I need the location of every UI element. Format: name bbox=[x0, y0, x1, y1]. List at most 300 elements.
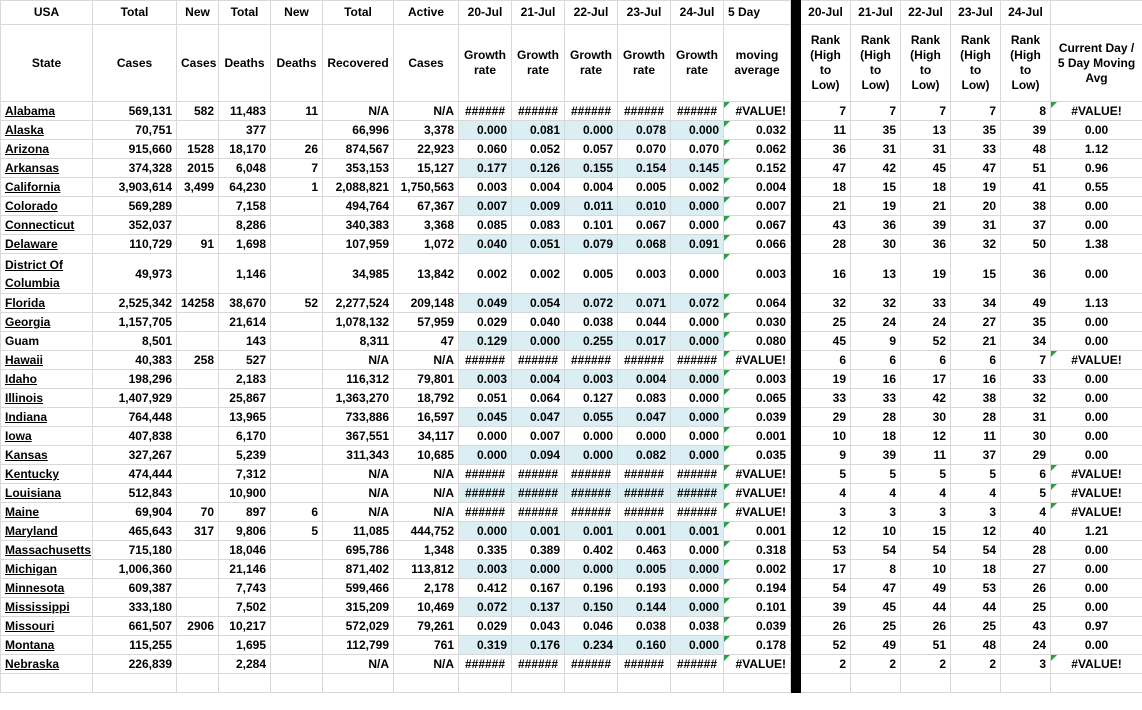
cell-total-recovered[interactable]: 107,959 bbox=[323, 235, 394, 254]
cell-rank-21jul[interactable]: 4 bbox=[851, 484, 901, 503]
cell-rank-24jul[interactable]: 30 bbox=[1001, 427, 1051, 446]
header-total[interactable]: Total bbox=[93, 1, 177, 25]
cell-rank-22jul[interactable] bbox=[901, 674, 951, 693]
state-name-link[interactable]: Missouri bbox=[1, 617, 93, 636]
cell-growth-23jul[interactable]: 0.083 bbox=[618, 389, 671, 408]
cell-rank-24jul[interactable]: 36 bbox=[1001, 254, 1051, 294]
header-rank-24jul[interactable]: Rank (High to Low) bbox=[1001, 25, 1051, 102]
header-rank-date-24jul[interactable]: 24-Jul bbox=[1001, 1, 1051, 25]
cell-rank-24jul[interactable]: 48 bbox=[1001, 140, 1051, 159]
cell-growth-22jul[interactable]: 0.057 bbox=[565, 140, 618, 159]
cell-new-cases[interactable] bbox=[177, 254, 219, 294]
header-new-cases[interactable]: Cases bbox=[177, 25, 219, 102]
cell-growth-22jul[interactable]: 0.150 bbox=[565, 598, 618, 617]
cell-current-day-ratio[interactable]: 0.00 bbox=[1051, 370, 1142, 389]
cell-growth-22jul[interactable]: 0.001 bbox=[565, 522, 618, 541]
cell-active-cases[interactable]: 113,812 bbox=[394, 560, 459, 579]
cell-growth-23jul[interactable]: ###### bbox=[618, 503, 671, 522]
cell-total-cases[interactable]: 8,501 bbox=[93, 332, 177, 351]
cell-rank-24jul[interactable]: 49 bbox=[1001, 294, 1051, 313]
cell-total-cases[interactable]: 70,751 bbox=[93, 121, 177, 140]
state-name-link[interactable]: Nebraska bbox=[1, 655, 93, 674]
cell-total-deaths[interactable]: 9,806 bbox=[219, 522, 271, 541]
cell-rank-21jul[interactable]: 10 bbox=[851, 522, 901, 541]
cell-new-deaths[interactable] bbox=[271, 484, 323, 503]
header-current-day-ratio[interactable]: Current Day / 5 Day Moving Avg bbox=[1051, 25, 1142, 102]
cell-growth-22jul[interactable]: 0.004 bbox=[565, 178, 618, 197]
cell-growth-23jul[interactable]: 0.001 bbox=[618, 522, 671, 541]
cell-new-cases[interactable] bbox=[177, 579, 219, 598]
cell-growth-22jul[interactable]: 0.000 bbox=[565, 121, 618, 140]
cell-active-cases[interactable]: N/A bbox=[394, 351, 459, 370]
cell-rank-22jul[interactable]: 12 bbox=[901, 427, 951, 446]
cell-growth-23jul[interactable]: 0.044 bbox=[618, 313, 671, 332]
cell-total-deaths[interactable]: 21,146 bbox=[219, 560, 271, 579]
cell-new-deaths[interactable] bbox=[271, 313, 323, 332]
cell-current-day-ratio[interactable]: 1.12 bbox=[1051, 140, 1142, 159]
cell-current-day-ratio[interactable]: 0.00 bbox=[1051, 121, 1142, 140]
cell-current-day-ratio[interactable]: 0.00 bbox=[1051, 216, 1142, 235]
cell-rank-24jul[interactable]: 26 bbox=[1001, 579, 1051, 598]
cell-growth-24jul[interactable]: 0.000 bbox=[671, 560, 724, 579]
cell-current-day-ratio[interactable]: #VALUE! bbox=[1051, 102, 1142, 121]
cell-current-day-ratio[interactable]: #VALUE! bbox=[1051, 484, 1142, 503]
cell-total-recovered[interactable]: 733,886 bbox=[323, 408, 394, 427]
cell-rank-23jul[interactable]: 34 bbox=[951, 294, 1001, 313]
cell-growth-22jul[interactable]: ###### bbox=[565, 484, 618, 503]
cell-active-cases[interactable]: 16,597 bbox=[394, 408, 459, 427]
cell-rank-23jul[interactable] bbox=[951, 674, 1001, 693]
cell-rank-21jul[interactable]: 2 bbox=[851, 655, 901, 674]
cell-current-day-ratio[interactable]: #VALUE! bbox=[1051, 351, 1142, 370]
cell-new-cases[interactable] bbox=[177, 389, 219, 408]
cell-rank-22jul[interactable]: 21 bbox=[901, 197, 951, 216]
cell-new-cases[interactable]: 258 bbox=[177, 351, 219, 370]
cell-total-recovered[interactable]: 2,277,524 bbox=[323, 294, 394, 313]
cell-total-cases[interactable]: 374,328 bbox=[93, 159, 177, 178]
state-name-link[interactable]: Minnesota bbox=[1, 579, 93, 598]
cell-current-day-ratio[interactable] bbox=[1051, 674, 1142, 693]
header-active[interactable]: Active bbox=[394, 1, 459, 25]
cell-new-cases[interactable] bbox=[177, 674, 219, 693]
cell-new-deaths[interactable] bbox=[271, 446, 323, 465]
cell-new-cases[interactable] bbox=[177, 216, 219, 235]
cell-growth-24jul[interactable]: 0.000 bbox=[671, 370, 724, 389]
cell-total-deaths[interactable]: 897 bbox=[219, 503, 271, 522]
cell-rank-21jul[interactable]: 25 bbox=[851, 617, 901, 636]
state-name-link[interactable]: Colorado bbox=[1, 197, 93, 216]
cell-rank-23jul[interactable]: 16 bbox=[951, 370, 1001, 389]
header-new[interactable]: New bbox=[177, 1, 219, 25]
cell-new-cases[interactable] bbox=[177, 541, 219, 560]
cell-new-cases[interactable]: 2906 bbox=[177, 617, 219, 636]
cell-new-deaths[interactable]: 7 bbox=[271, 159, 323, 178]
cell-rank-20jul[interactable]: 39 bbox=[801, 598, 851, 617]
cell-growth-23jul[interactable]: 0.017 bbox=[618, 332, 671, 351]
cell-new-cases[interactable] bbox=[177, 560, 219, 579]
cell-total-recovered[interactable]: N/A bbox=[323, 503, 394, 522]
cell-active-cases[interactable]: 1,750,563 bbox=[394, 178, 459, 197]
state-name-link[interactable]: Alaska bbox=[1, 121, 93, 140]
cell-rank-22jul[interactable]: 15 bbox=[901, 522, 951, 541]
cell-rank-20jul[interactable]: 11 bbox=[801, 121, 851, 140]
cell-total-deaths[interactable]: 1,146 bbox=[219, 254, 271, 294]
cell-total-recovered[interactable]: N/A bbox=[323, 655, 394, 674]
cell-rank-20jul[interactable]: 45 bbox=[801, 332, 851, 351]
cell-growth-24jul[interactable]: 0.001 bbox=[671, 522, 724, 541]
cell-rank-24jul[interactable]: 7 bbox=[1001, 351, 1051, 370]
cell-growth-24jul[interactable]: 0.000 bbox=[671, 598, 724, 617]
cell-rank-20jul[interactable]: 16 bbox=[801, 254, 851, 294]
state-name-link[interactable]: Kentucky bbox=[1, 465, 93, 484]
cell-total-deaths[interactable]: 8,286 bbox=[219, 216, 271, 235]
state-name-link[interactable]: California bbox=[1, 178, 93, 197]
header-active-cases[interactable]: Cases bbox=[394, 25, 459, 102]
cell-growth-23jul[interactable]: ###### bbox=[618, 465, 671, 484]
cell-growth-21jul[interactable]: 0.054 bbox=[512, 294, 565, 313]
cell-new-deaths[interactable] bbox=[271, 332, 323, 351]
cell-rank-21jul[interactable]: 35 bbox=[851, 121, 901, 140]
cell-growth-21jul[interactable]: 0.176 bbox=[512, 636, 565, 655]
cell-new-deaths[interactable] bbox=[271, 254, 323, 294]
cell-active-cases[interactable]: 13,842 bbox=[394, 254, 459, 294]
cell-growth-22jul[interactable]: 0.402 bbox=[565, 541, 618, 560]
cell-growth-20jul[interactable]: 0.000 bbox=[459, 427, 512, 446]
cell-current-day-ratio[interactable]: 0.00 bbox=[1051, 636, 1142, 655]
cell-rank-23jul[interactable]: 3 bbox=[951, 503, 1001, 522]
cell-new-deaths[interactable] bbox=[271, 197, 323, 216]
cell-growth-22jul[interactable]: 0.255 bbox=[565, 332, 618, 351]
cell-growth-22jul[interactable]: 0.072 bbox=[565, 294, 618, 313]
cell-new-cases[interactable]: 582 bbox=[177, 102, 219, 121]
cell-rank-20jul[interactable]: 6 bbox=[801, 351, 851, 370]
header-growth-23jul[interactable]: Growth rate bbox=[618, 25, 671, 102]
cell-rank-23jul[interactable]: 15 bbox=[951, 254, 1001, 294]
cell-growth-24jul[interactable]: ###### bbox=[671, 351, 724, 370]
cell-growth-24jul[interactable]: ###### bbox=[671, 465, 724, 484]
cell-total-cases[interactable]: 512,843 bbox=[93, 484, 177, 503]
state-name-link[interactable]: Michigan bbox=[1, 560, 93, 579]
cell-new-deaths[interactable]: 6 bbox=[271, 503, 323, 522]
cell-new-cases[interactable]: 91 bbox=[177, 235, 219, 254]
cell-growth-23jul[interactable]: 0.005 bbox=[618, 560, 671, 579]
header-rank-date-22jul[interactable]: 22-Jul bbox=[901, 1, 951, 25]
header-date-24jul[interactable]: 24-Jul bbox=[671, 1, 724, 25]
cell-total-cases[interactable]: 465,643 bbox=[93, 522, 177, 541]
cell-total-deaths[interactable]: 2,183 bbox=[219, 370, 271, 389]
cell-total-cases[interactable]: 226,839 bbox=[93, 655, 177, 674]
cell-5day-moving-average[interactable]: #VALUE! bbox=[724, 351, 791, 370]
cell-rank-21jul[interactable]: 49 bbox=[851, 636, 901, 655]
cell-5day-moving-average[interactable]: 0.039 bbox=[724, 617, 791, 636]
cell-rank-24jul[interactable] bbox=[1001, 674, 1051, 693]
cell-growth-22jul[interactable]: 0.234 bbox=[565, 636, 618, 655]
cell-rank-22jul[interactable]: 11 bbox=[901, 446, 951, 465]
cell-total-deaths[interactable]: 143 bbox=[219, 332, 271, 351]
cell-growth-20jul[interactable]: 0.412 bbox=[459, 579, 512, 598]
cell-total-deaths[interactable] bbox=[219, 674, 271, 693]
cell-active-cases[interactable]: 2,178 bbox=[394, 579, 459, 598]
cell-current-day-ratio[interactable]: 0.97 bbox=[1051, 617, 1142, 636]
cell-growth-24jul[interactable]: 0.000 bbox=[671, 332, 724, 351]
cell-total-cases[interactable]: 110,729 bbox=[93, 235, 177, 254]
cell-growth-20jul[interactable]: 0.335 bbox=[459, 541, 512, 560]
cell-growth-24jul[interactable]: ###### bbox=[671, 503, 724, 522]
cell-total-cases[interactable]: 407,838 bbox=[93, 427, 177, 446]
cell-current-day-ratio[interactable]: 0.55 bbox=[1051, 178, 1142, 197]
cell-rank-23jul[interactable]: 47 bbox=[951, 159, 1001, 178]
header-rank-23jul[interactable]: Rank (High to Low) bbox=[951, 25, 1001, 102]
cell-rank-23jul[interactable]: 37 bbox=[951, 446, 1001, 465]
cell-rank-20jul[interactable]: 54 bbox=[801, 579, 851, 598]
cell-growth-23jul[interactable]: 0.071 bbox=[618, 294, 671, 313]
header-rank-date-20jul[interactable]: 20-Jul bbox=[801, 1, 851, 25]
state-name-link[interactable]: Illinois bbox=[1, 389, 93, 408]
cell-new-cases[interactable] bbox=[177, 332, 219, 351]
cell-growth-24jul[interactable]: 0.000 bbox=[671, 254, 724, 294]
cell-growth-21jul[interactable]: ###### bbox=[512, 655, 565, 674]
cell-growth-21jul[interactable]: 0.064 bbox=[512, 389, 565, 408]
cell-new-deaths[interactable] bbox=[271, 370, 323, 389]
cell-current-day-ratio[interactable]: 1.13 bbox=[1051, 294, 1142, 313]
cell-rank-20jul[interactable]: 43 bbox=[801, 216, 851, 235]
state-name-link[interactable]: Alabama bbox=[1, 102, 93, 121]
cell-5day-moving-average[interactable]: #VALUE! bbox=[724, 503, 791, 522]
cell-total-cases[interactable]: 49,973 bbox=[93, 254, 177, 294]
cell-5day-moving-average[interactable]: 0.004 bbox=[724, 178, 791, 197]
cell-active-cases[interactable]: 10,469 bbox=[394, 598, 459, 617]
cell-active-cases[interactable]: 209,148 bbox=[394, 294, 459, 313]
cell-rank-22jul[interactable]: 10 bbox=[901, 560, 951, 579]
cell-active-cases[interactable]: 1,072 bbox=[394, 235, 459, 254]
header-cases[interactable]: Cases bbox=[93, 25, 177, 102]
cell-rank-21jul[interactable]: 7 bbox=[851, 102, 901, 121]
header-rank-date-23jul[interactable]: 23-Jul bbox=[951, 1, 1001, 25]
cell-new-deaths[interactable]: 11 bbox=[271, 102, 323, 121]
cell-rank-22jul[interactable]: 2 bbox=[901, 655, 951, 674]
cell-growth-23jul[interactable]: 0.144 bbox=[618, 598, 671, 617]
cell-current-day-ratio[interactable]: 0.00 bbox=[1051, 197, 1142, 216]
cell-new-deaths[interactable]: 1 bbox=[271, 178, 323, 197]
cell-current-day-ratio[interactable]: 0.00 bbox=[1051, 313, 1142, 332]
cell-rank-22jul[interactable]: 49 bbox=[901, 579, 951, 598]
cell-rank-23jul[interactable]: 20 bbox=[951, 197, 1001, 216]
cell-5day-moving-average[interactable]: #VALUE! bbox=[724, 655, 791, 674]
cell-growth-20jul[interactable]: 0.003 bbox=[459, 560, 512, 579]
cell-growth-20jul[interactable]: 0.002 bbox=[459, 254, 512, 294]
cell-new-deaths[interactable] bbox=[271, 617, 323, 636]
cell-total-cases[interactable]: 333,180 bbox=[93, 598, 177, 617]
cell-new-deaths[interactable] bbox=[271, 465, 323, 484]
cell-total-recovered[interactable]: N/A bbox=[323, 484, 394, 503]
state-name-link[interactable]: Kansas bbox=[1, 446, 93, 465]
cell-active-cases[interactable]: 18,792 bbox=[394, 389, 459, 408]
cell-growth-23jul[interactable]: 0.038 bbox=[618, 617, 671, 636]
cell-rank-24jul[interactable]: 35 bbox=[1001, 313, 1051, 332]
cell-growth-24jul[interactable]: 0.000 bbox=[671, 197, 724, 216]
cell-growth-20jul[interactable]: ###### bbox=[459, 102, 512, 121]
cell-rank-23jul[interactable]: 11 bbox=[951, 427, 1001, 446]
cell-rank-21jul[interactable]: 32 bbox=[851, 294, 901, 313]
cell-growth-23jul[interactable]: 0.078 bbox=[618, 121, 671, 140]
header-state[interactable]: State bbox=[1, 25, 93, 102]
header-total-2[interactable]: Total bbox=[219, 1, 271, 25]
cell-new-deaths[interactable] bbox=[271, 636, 323, 655]
cell-rank-24jul[interactable]: 38 bbox=[1001, 197, 1051, 216]
cell-total-recovered[interactable]: N/A bbox=[323, 351, 394, 370]
header-moving-average[interactable]: moving average bbox=[724, 25, 791, 102]
cell-rank-24jul[interactable]: 25 bbox=[1001, 598, 1051, 617]
cell-rank-23jul[interactable]: 27 bbox=[951, 313, 1001, 332]
cell-growth-23jul[interactable]: 0.067 bbox=[618, 216, 671, 235]
cell-new-cases[interactable]: 14258 bbox=[177, 294, 219, 313]
cell-total-deaths[interactable]: 13,965 bbox=[219, 408, 271, 427]
cell-current-day-ratio[interactable]: #VALUE! bbox=[1051, 503, 1142, 522]
state-name-link[interactable]: Arizona bbox=[1, 140, 93, 159]
cell-new-deaths[interactable] bbox=[271, 598, 323, 617]
cell-total-cases[interactable]: 115,255 bbox=[93, 636, 177, 655]
cell-rank-20jul[interactable]: 25 bbox=[801, 313, 851, 332]
state-name-link[interactable]: Montana bbox=[1, 636, 93, 655]
state-name-link[interactable]: Arkansas bbox=[1, 159, 93, 178]
cell-growth-22jul[interactable]: 0.003 bbox=[565, 370, 618, 389]
cell-growth-23jul[interactable]: 0.154 bbox=[618, 159, 671, 178]
cell-5day-moving-average[interactable]: 0.178 bbox=[724, 636, 791, 655]
cell-total-cases[interactable]: 661,507 bbox=[93, 617, 177, 636]
cell-growth-23jul[interactable]: 0.068 bbox=[618, 235, 671, 254]
cell-total-recovered[interactable]: N/A bbox=[323, 465, 394, 484]
cell-rank-21jul[interactable]: 33 bbox=[851, 389, 901, 408]
cell-rank-24jul[interactable]: 43 bbox=[1001, 617, 1051, 636]
cell-rank-22jul[interactable]: 26 bbox=[901, 617, 951, 636]
cell-growth-24jul[interactable]: 0.002 bbox=[671, 178, 724, 197]
cell-active-cases[interactable]: 15,127 bbox=[394, 159, 459, 178]
cell-rank-20jul[interactable]: 4 bbox=[801, 484, 851, 503]
cell-growth-20jul[interactable]: 0.000 bbox=[459, 121, 512, 140]
cell-growth-21jul[interactable]: 0.007 bbox=[512, 427, 565, 446]
cell-current-day-ratio[interactable]: 0.00 bbox=[1051, 598, 1142, 617]
cell-rank-20jul[interactable]: 47 bbox=[801, 159, 851, 178]
cell-growth-21jul[interactable]: 0.043 bbox=[512, 617, 565, 636]
cell-total-recovered[interactable]: N/A bbox=[323, 102, 394, 121]
cell-active-cases[interactable]: 444,752 bbox=[394, 522, 459, 541]
cell-rank-23jul[interactable]: 31 bbox=[951, 216, 1001, 235]
cell-total-deaths[interactable]: 6,170 bbox=[219, 427, 271, 446]
cell-new-cases[interactable] bbox=[177, 408, 219, 427]
cell-growth-20jul[interactable]: 0.029 bbox=[459, 617, 512, 636]
cell-new-deaths[interactable] bbox=[271, 408, 323, 427]
cell-rank-24jul[interactable]: 24 bbox=[1001, 636, 1051, 655]
cell-rank-22jul[interactable]: 4 bbox=[901, 484, 951, 503]
cell-growth-22jul[interactable]: 0.079 bbox=[565, 235, 618, 254]
cell-rank-23jul[interactable]: 33 bbox=[951, 140, 1001, 159]
cell-total-deaths[interactable]: 5,239 bbox=[219, 446, 271, 465]
cell-growth-24jul[interactable]: 0.000 bbox=[671, 408, 724, 427]
cell-growth-21jul[interactable]: ###### bbox=[512, 484, 565, 503]
cell-total-recovered[interactable]: 8,311 bbox=[323, 332, 394, 351]
cell-active-cases[interactable]: 57,959 bbox=[394, 313, 459, 332]
cell-current-day-ratio[interactable]: 0.00 bbox=[1051, 560, 1142, 579]
cell-total-recovered[interactable]: 1,078,132 bbox=[323, 313, 394, 332]
header-recovered[interactable]: Recovered bbox=[323, 25, 394, 102]
cell-active-cases[interactable]: 761 bbox=[394, 636, 459, 655]
cell-growth-23jul[interactable]: 0.193 bbox=[618, 579, 671, 598]
cell-rank-20jul[interactable]: 12 bbox=[801, 522, 851, 541]
cell-growth-22jul[interactable]: 0.000 bbox=[565, 427, 618, 446]
cell-current-day-ratio[interactable]: 1.38 bbox=[1051, 235, 1142, 254]
cell-total-cases[interactable]: 1,006,360 bbox=[93, 560, 177, 579]
cell-new-cases[interactable] bbox=[177, 636, 219, 655]
cell-rank-23jul[interactable]: 54 bbox=[951, 541, 1001, 560]
cell-growth-20jul[interactable]: 0.051 bbox=[459, 389, 512, 408]
cell-growth-21jul[interactable]: 0.167 bbox=[512, 579, 565, 598]
cell-new-cases[interactable] bbox=[177, 197, 219, 216]
cell-total-recovered[interactable]: 599,466 bbox=[323, 579, 394, 598]
cell-rank-21jul[interactable]: 31 bbox=[851, 140, 901, 159]
cell-total-recovered[interactable]: 572,029 bbox=[323, 617, 394, 636]
cell-rank-20jul[interactable]: 10 bbox=[801, 427, 851, 446]
cell-rank-22jul[interactable]: 42 bbox=[901, 389, 951, 408]
cell-rank-23jul[interactable]: 25 bbox=[951, 617, 1001, 636]
cell-rank-22jul[interactable]: 5 bbox=[901, 465, 951, 484]
cell-total-deaths[interactable]: 18,046 bbox=[219, 541, 271, 560]
cell-growth-20jul[interactable]: 0.003 bbox=[459, 370, 512, 389]
cell-new-cases[interactable] bbox=[177, 484, 219, 503]
cell-rank-20jul[interactable]: 3 bbox=[801, 503, 851, 522]
cell-total-cases[interactable] bbox=[93, 674, 177, 693]
header-rank-21jul[interactable]: Rank (High to Low) bbox=[851, 25, 901, 102]
cell-rank-23jul[interactable]: 32 bbox=[951, 235, 1001, 254]
cell-total-cases[interactable]: 715,180 bbox=[93, 541, 177, 560]
cell-rank-24jul[interactable]: 3 bbox=[1001, 655, 1051, 674]
state-name-link[interactable]: Hawaii bbox=[1, 351, 93, 370]
cell-growth-22jul[interactable]: 0.127 bbox=[565, 389, 618, 408]
cell-active-cases[interactable]: N/A bbox=[394, 484, 459, 503]
cell-growth-20jul[interactable]: ###### bbox=[459, 465, 512, 484]
cell-growth-22jul[interactable]: 0.038 bbox=[565, 313, 618, 332]
cell-rank-23jul[interactable]: 2 bbox=[951, 655, 1001, 674]
cell-rank-24jul[interactable]: 51 bbox=[1001, 159, 1051, 178]
cell-5day-moving-average[interactable]: 0.066 bbox=[724, 235, 791, 254]
header-rank-20jul[interactable]: Rank (High to Low) bbox=[801, 25, 851, 102]
cell-total-cases[interactable]: 474,444 bbox=[93, 465, 177, 484]
cell-rank-20jul[interactable]: 7 bbox=[801, 102, 851, 121]
cell-growth-21jul[interactable]: 0.000 bbox=[512, 560, 565, 579]
cell-growth-24jul[interactable]: 0.038 bbox=[671, 617, 724, 636]
cell-total-deaths[interactable]: 1,695 bbox=[219, 636, 271, 655]
cell-active-cases[interactable]: 1,348 bbox=[394, 541, 459, 560]
cell-new-cases[interactable] bbox=[177, 370, 219, 389]
cell-rank-21jul[interactable]: 15 bbox=[851, 178, 901, 197]
cell-rank-22jul[interactable]: 30 bbox=[901, 408, 951, 427]
cell-growth-21jul[interactable]: 0.004 bbox=[512, 370, 565, 389]
cell-total-recovered[interactable]: 340,383 bbox=[323, 216, 394, 235]
cell-growth-23jul[interactable]: 0.003 bbox=[618, 254, 671, 294]
cell-rank-20jul[interactable]: 28 bbox=[801, 235, 851, 254]
cell-rank-22jul[interactable]: 51 bbox=[901, 636, 951, 655]
header-new-2[interactable]: New bbox=[271, 1, 323, 25]
cell-growth-20jul[interactable]: 0.000 bbox=[459, 522, 512, 541]
cell-growth-23jul[interactable]: 0.082 bbox=[618, 446, 671, 465]
cell-active-cases[interactable]: N/A bbox=[394, 503, 459, 522]
cell-rank-21jul[interactable]: 24 bbox=[851, 313, 901, 332]
cell-rank-21jul[interactable]: 45 bbox=[851, 598, 901, 617]
cell-new-deaths[interactable] bbox=[271, 655, 323, 674]
cell-total-deaths[interactable]: 18,170 bbox=[219, 140, 271, 159]
cell-current-day-ratio[interactable]: #VALUE! bbox=[1051, 465, 1142, 484]
cell-rank-20jul[interactable]: 33 bbox=[801, 389, 851, 408]
cell-growth-20jul[interactable]: 0.029 bbox=[459, 313, 512, 332]
